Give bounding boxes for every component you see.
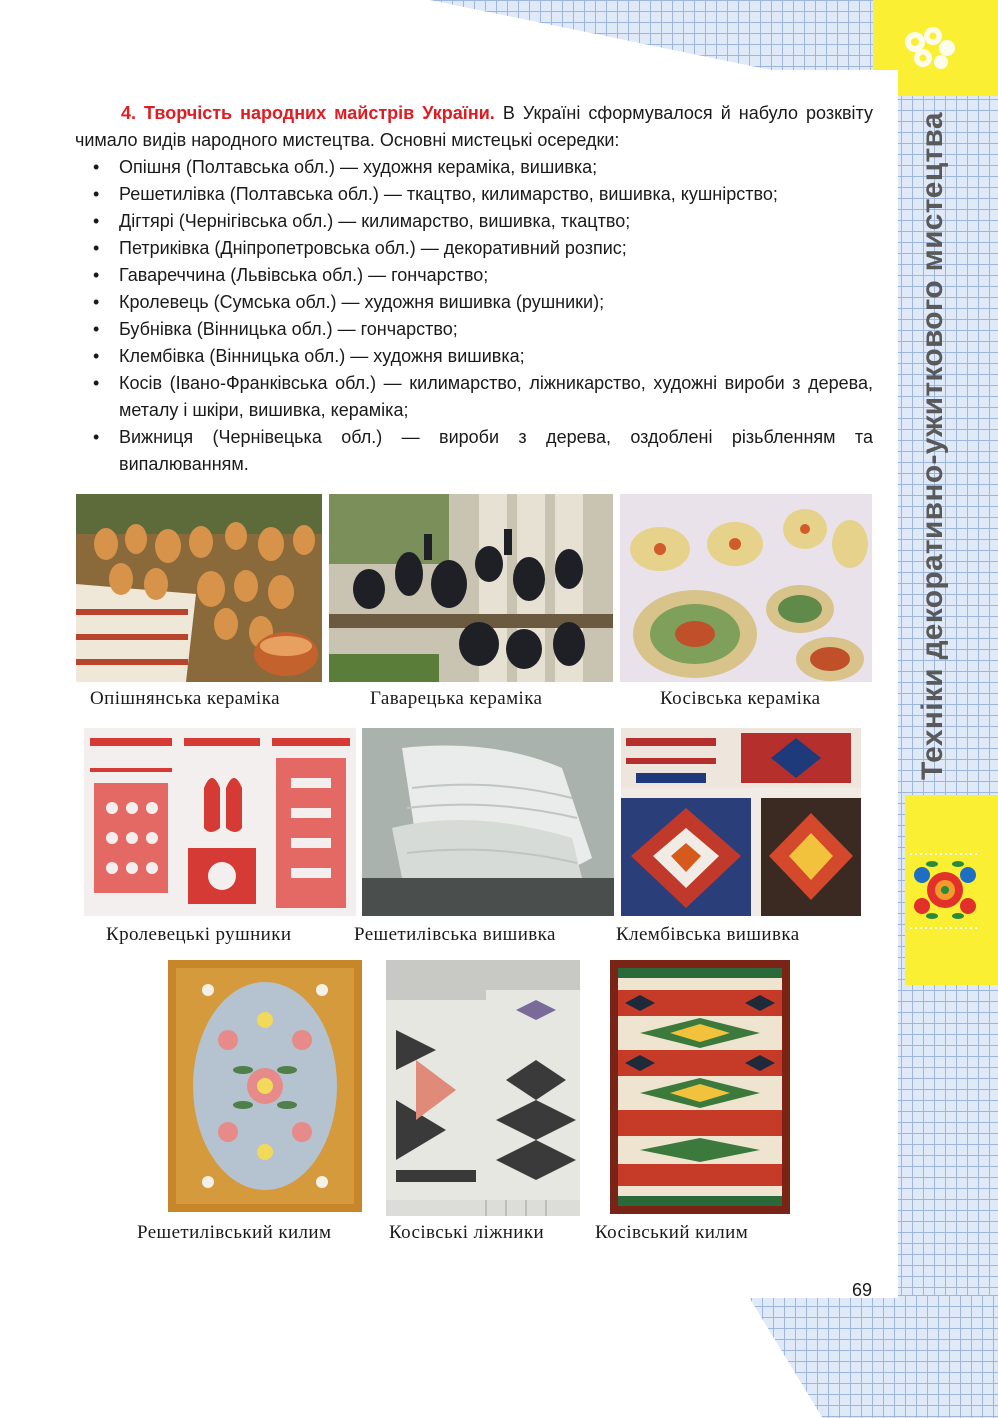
- intro-paragraph: [75, 100, 873, 154]
- reshetylivka-embroidery-photo: [362, 728, 614, 916]
- list-item: • Гавареччина (Львівська обл.) — гончарство;: [119, 262, 873, 289]
- krolevets-towels-photo: [84, 728, 356, 916]
- caption-opishnia: Опішнянська кераміка: [90, 688, 280, 709]
- list-item: • Опішня (Полтавська обл.) — художня кераміка, вишивка;: [119, 154, 873, 181]
- list-item: • Клембівка (Вінницька обл.) — художня вишивка;: [119, 343, 873, 370]
- flower-ornament-icon: [895, 20, 965, 74]
- list-item: • Решетилівка (Полтавська обл.) — ткацтво, килимарство, вишивка, кушнірство;: [119, 181, 873, 208]
- caption-reshetylivka-carpet: Решетилівський килим: [137, 1222, 332, 1243]
- page-content: [70, 70, 898, 1298]
- page-number: 69: [852, 1280, 873, 1300]
- list-item: • Кролевець (Сумська обл.) — художня вишивка (рушники);: [119, 289, 873, 316]
- intro-text: В Україні сформувалося й набуло розквіту чимало видів народного мистецтва. Основні мистецькі осередки:: [75, 103, 873, 150]
- body-text: [75, 100, 873, 478]
- caption-havarets: Гаварецька кераміка: [370, 688, 543, 709]
- caption-klembivka: Клембівська вишивка: [616, 924, 800, 945]
- kosiv-carpet-photo: [610, 960, 790, 1214]
- caption-kosiv-carpet: Косівський килим: [595, 1222, 749, 1243]
- grid-decoration-bottom: [740, 1295, 998, 1418]
- havarets-ceramics-photo: [329, 494, 613, 682]
- list-item: • Петриківка (Дніпропетровська обл.) — декоративний розпис;: [119, 235, 873, 262]
- kosiv-ceramics-photo: [620, 494, 872, 682]
- caption-krolevets: Кролевецькі рушники: [106, 924, 292, 945]
- reshetylivka-carpet-photo: [168, 960, 362, 1212]
- list-item: • Вижниця (Чернівецька обл.) — вироби з дерева, оздоблені різьбленням та випалюванням.: [119, 424, 873, 478]
- sidebar-title: Техніки декоративно-ужиткового мистецтва: [916, 112, 949, 780]
- section-heading: 4. Творчість народних майстрів України.: [121, 103, 495, 123]
- list-item: • Дігтярі (Чернігівська обл.) — килимарство, вишивка, ткацтво;: [119, 208, 873, 235]
- floral-ornament-icon: [910, 840, 980, 940]
- list-item: • Косів (Івано-Франківська обл.) — килимарство, ліжникарство, художні вироби з дерева, металу і шкіри, вишивка, кераміка;: [119, 370, 873, 424]
- opishnia-ceramics-photo: [76, 494, 322, 682]
- kosiv-lizhnyky-photo: [386, 960, 580, 1216]
- caption-kosiv-ceramics: Косівська кераміка: [660, 688, 821, 709]
- klembivka-embroidery-photo: [621, 728, 861, 916]
- list-item: • Бубнівка (Вінницька обл.) — гончарство;: [119, 316, 873, 343]
- caption-reshetylivka-embroidery: Решетилівська вишивка: [354, 924, 556, 945]
- caption-kosiv-lizhnyky: Косівські ліжники: [389, 1222, 545, 1243]
- art-centers-list: [75, 154, 873, 478]
